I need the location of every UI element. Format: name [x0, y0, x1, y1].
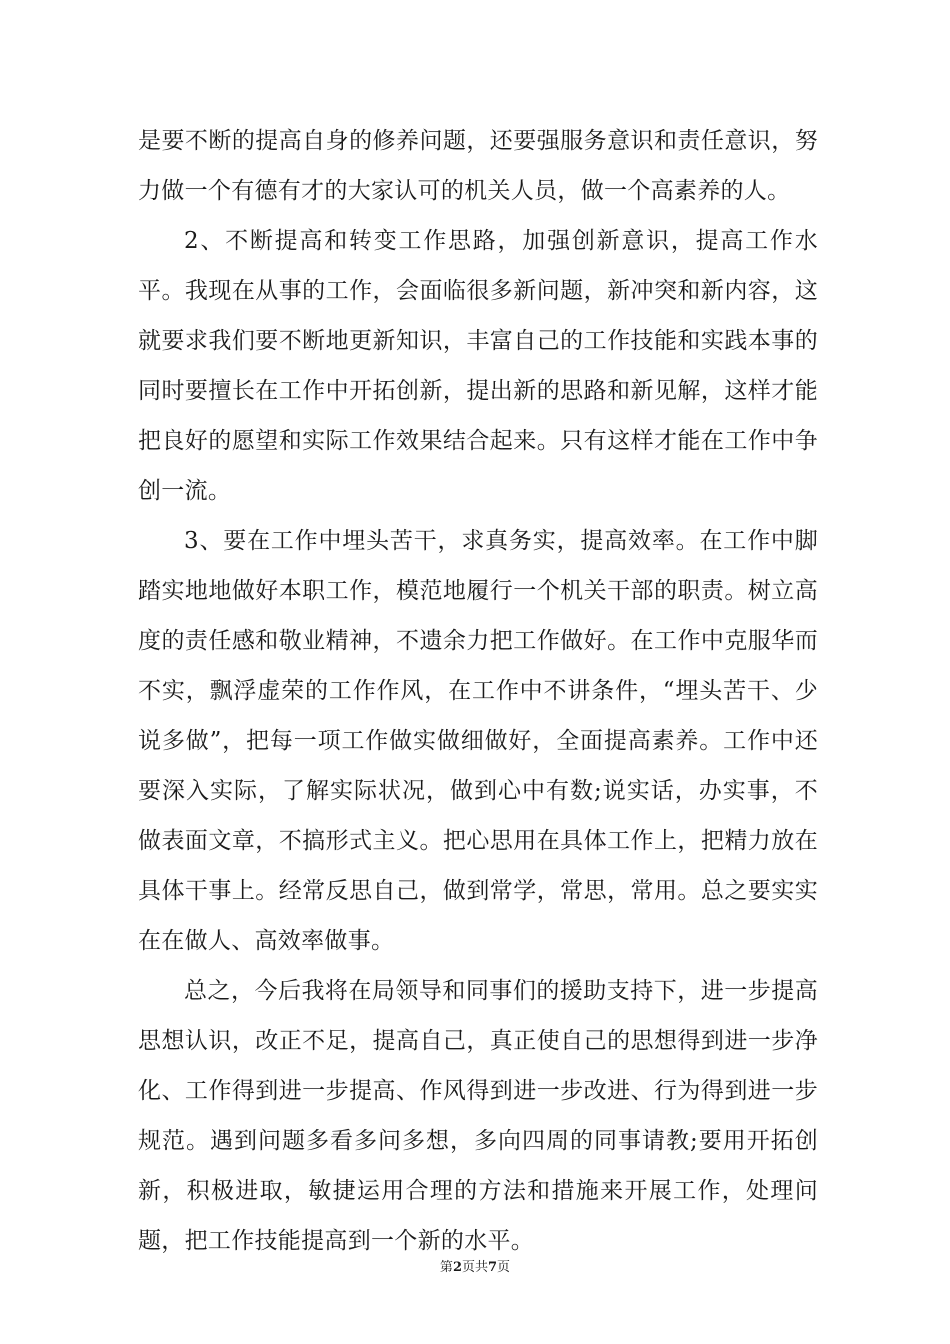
page-number-footer: [0, 1256, 950, 1275]
paragraph: 总之，今后我将在局领导和同事们的援助支持下，进一步提高思想认识，改正不足，提高自己，真正使自己的思想得到进一步净化、工作得到进一步提高、作风得到进一步改进、行为得到进一步规范。遇到问题多看多问多想，多向四周的同事请教;要用开拓创新，积极进取，敏捷运用合理的方法和措施来开展工作，处理问题，把工作技能提高到一个新的水平。: [138, 978, 818, 1254]
footer-middle: 页共: [461, 1260, 488, 1275]
footer-suffix: 页: [497, 1260, 511, 1275]
current-page-number: 2: [452, 1260, 462, 1275]
total-page-count: 7: [488, 1260, 498, 1275]
paragraph: 2、不断提高和转变工作思路，加强创新意识，提高工作水平。我现在从事的工作，会面临很多新问题，新冲突和新内容，这就要求我们要不断地更新知识，丰富自己的工作技能和实践本事的同时要擅长在工作中开拓创新，提出新的思路和新见解，这样才能把良好的愿望和实际工作效果结合起来。只有这样才能在工作中争创一流。: [138, 228, 818, 504]
paragraph: 3、要在工作中埋头苦干，求真务实，提高效率。在工作中脚踏实地地做好本职工作，模范地履行一个机关干部的职责。树立高度的责任感和敬业精神，不遗余力把工作做好。在工作中克服华而不实，飘浮虚荣的工作作风，在工作中不讲条件，“埋头苦干、少说多做”，把每一项工作做实做细做好，全面提高素养。工作中还要深入实际，了解实际状况，做到心中有数;说实话，办实事，不做表面文章，不搞形式主义。把心思用在具体工作上，把精力放在具体干事上。经常反思自己，做到常学，常思，常用。总之要实实在在做人、高效率做事。: [138, 528, 818, 954]
footer-prefix: 第: [439, 1260, 453, 1275]
paragraph: 是要不断的提高自身的修养问题，还要强服务意识和责任意识，努力做一个有德有才的大家认可的机关人员，做一个高素养的人。: [138, 128, 818, 204]
document-body: [138, 116, 818, 1266]
